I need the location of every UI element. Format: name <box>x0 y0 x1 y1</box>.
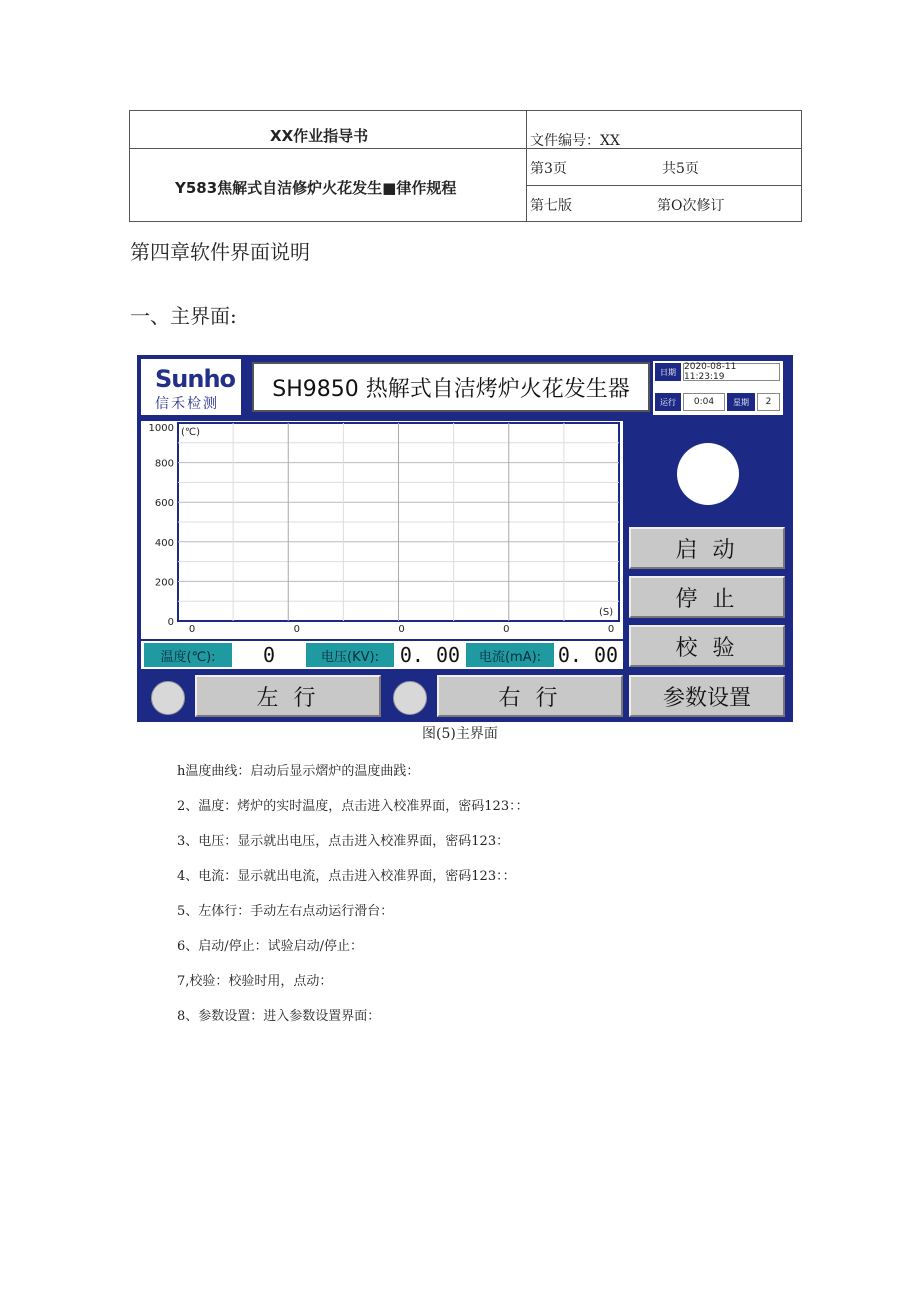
doc-subtitle: Y583焦解式自洁修炉火花发生■律作规程 <box>175 179 457 197</box>
table-divider <box>526 185 801 186</box>
y-tick-label: 0 <box>167 617 174 628</box>
left-indicator <box>151 681 185 715</box>
y-tick-label: 1000 <box>148 423 174 434</box>
temp-label: 温度(℃): <box>144 643 232 667</box>
list-item: 5、左体行：手动左右点动运行滑台： <box>177 904 394 919</box>
date-value: 2020-08-11 11:23:19 <box>683 363 780 381</box>
page-number: 第3页 <box>530 161 567 177</box>
curr-value[interactable]: 0. 00 <box>557 643 619 667</box>
x-tick-label: 0 <box>398 624 405 635</box>
revision: 第O次修订 <box>657 198 725 214</box>
temp-value[interactable]: 0 <box>234 643 304 667</box>
status-block <box>653 361 783 415</box>
x-tick-label: 0 <box>293 624 300 635</box>
x-axis-label: (S) <box>599 607 614 618</box>
section-heading: 一、主界面: <box>130 304 237 328</box>
y-tick-label: 800 <box>154 458 174 470</box>
logo <box>141 359 241 415</box>
stop-button[interactable]: 停 止 <box>629 576 785 618</box>
right-indicator <box>393 681 427 715</box>
list-item: 7,校验：校验时用，点动： <box>177 974 333 989</box>
y-tick-label: 400 <box>154 537 174 549</box>
temperature-chart <box>141 421 623 639</box>
x-tick-label: 0 <box>503 624 510 635</box>
run-label: 运行 <box>655 393 681 411</box>
settings-button[interactable]: 参数设置 <box>629 675 785 717</box>
run-value: 0:04 <box>683 393 725 411</box>
chart-area <box>141 421 623 639</box>
doc-title: XX作业指导书 <box>270 127 369 145</box>
list-item: 8、参数设置：进入参数设置界面： <box>177 1009 381 1024</box>
logo-subtext: 信禾检测 <box>155 396 219 412</box>
logo-text: Sunho <box>155 365 236 393</box>
header-table <box>129 110 802 222</box>
y-axis-label: (℃) <box>181 427 201 438</box>
list-item: 4、电流：显示就出电流，点击进入校准界面，密码123：： <box>177 869 516 884</box>
page-total: 共5页 <box>662 161 699 177</box>
start-button[interactable]: 启 动 <box>629 527 785 569</box>
list-item: 2、温度：烤炉的实时温度，点击进入校准界面，密码123：： <box>177 799 529 814</box>
left-move-button[interactable]: 左 行 <box>195 675 381 717</box>
list-item: 6、启动/停止：试验启动/停止： <box>177 939 364 954</box>
status-lamp <box>677 443 739 505</box>
y-tick-label: 600 <box>154 498 174 510</box>
y-tick-label: 200 <box>154 577 174 589</box>
curr-label: 电流(mA): <box>466 643 554 667</box>
x-tick-label: 0 <box>607 624 615 635</box>
week-value: 2 <box>757 393 780 411</box>
x-tick-label: 0 <box>188 624 196 635</box>
date-label: 日期 <box>655 363 681 381</box>
table-divider <box>130 148 801 149</box>
chapter-heading: 第四章软件界面说明 <box>130 240 310 264</box>
file-number: 文件编号：XX <box>530 133 620 149</box>
week-label: 星期 <box>727 393 755 411</box>
list-item: h温度曲线：启动后显示熠炉的温度曲践： <box>177 764 420 779</box>
figure-caption: 图(5)主界面 <box>422 726 498 742</box>
edition: 第七版 <box>530 198 572 214</box>
right-move-button[interactable]: 右 行 <box>437 675 623 717</box>
list-item: 3、电压：显示就出电压，点击进入校准界面，密码123： <box>177 834 510 849</box>
hmi-panel <box>137 355 793 722</box>
app-title: SH9850 热解式自洁烤炉火花发生器 <box>252 362 650 412</box>
readout-row <box>141 641 623 669</box>
calibrate-button[interactable]: 校 验 <box>629 625 785 667</box>
volt-value[interactable]: 0. 00 <box>396 643 464 667</box>
table-divider <box>526 111 527 221</box>
volt-label: 电压(KV): <box>306 643 394 667</box>
